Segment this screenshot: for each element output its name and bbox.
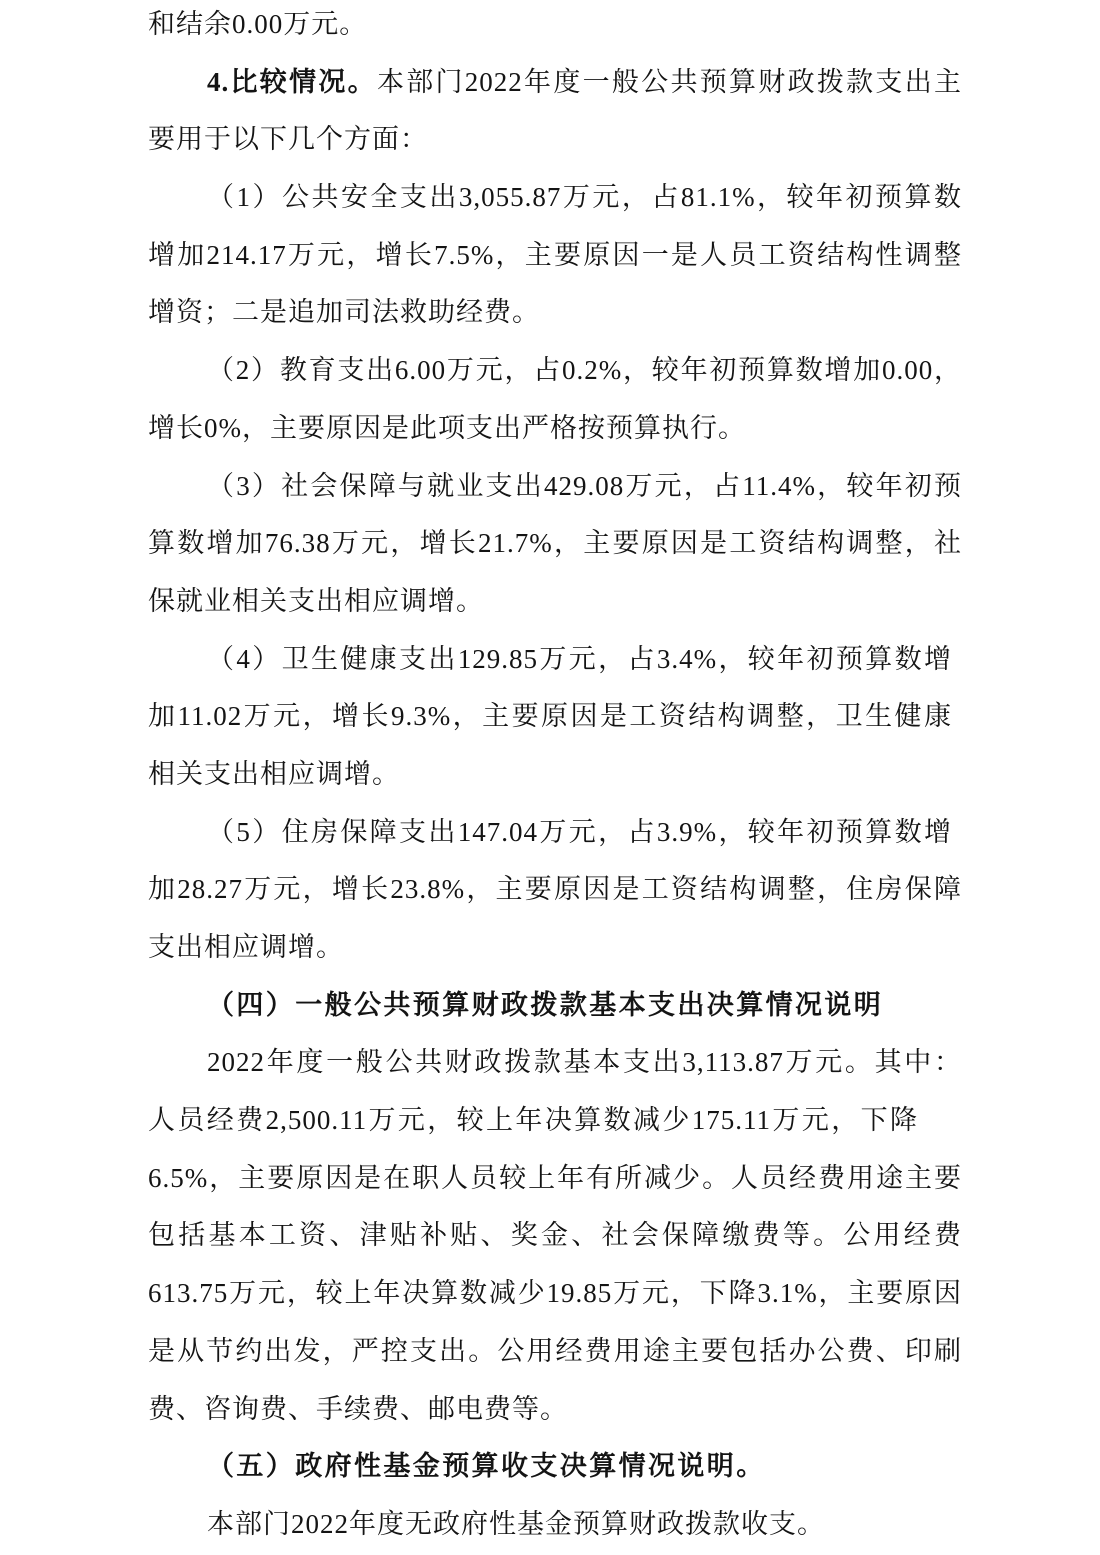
paragraph-line: 人员经费2,500.11万元，较上年决算数减少175.11万元，下降 [148,1105,918,1136]
paragraph-item-1 [148,169,962,342]
paragraph-carryover [148,0,962,54]
paragraph-item-3 [148,458,962,631]
paragraph-item-5 [148,804,962,977]
paragraph-line: （3）社会保障与就业支出429.08万元，占11.4%，较年初预 [207,470,962,501]
section-heading-4 [148,977,962,1035]
paragraph-line: 6.5%，主要原因是在职人员较上年有所减少。人员经费用途主要 [148,1162,962,1193]
paragraph-line: 增加214.17万元，增长7.5%，主要原因一是人员工资结构性调整 [148,239,962,270]
comparison-heading: 4.比较情况。 [207,66,377,97]
paragraph-item-4 [148,631,962,804]
paragraph-line: 和结余0.00万元。 [148,9,368,39]
paragraph-line [207,54,962,112]
paragraph-line: 本部门2022年度无政府性基金预算财政拨款收支。 [207,1508,825,1539]
paragraph-line: 增资；二是追加司法救助经费。 [148,297,540,328]
paragraph-line: 加11.02万元，增长9.3%，主要原因是工资结构调整，卫生健康 [148,701,952,732]
paragraph-line: （4）卫生健康支出129.85万元，占3.4%，较年初预算数增 [207,643,952,674]
paragraph-line: 2022年度一般公共财政拨款基本支出3,113.87万元。其中： [207,1047,962,1078]
paragraph-line: 是从节约出发，严控支出。公用经费用途主要包括办公费、印刷 [148,1335,962,1366]
text-column [148,0,962,1554]
paragraph-line: 包括基本工资、津贴补贴、奖金、社会保障缴费等。公用经费 [148,1220,962,1251]
paragraph-comparison [148,54,962,169]
paragraph-line: （2）教育支出6.00万元，占0.2%，较年初预算数增加0.00， [207,355,962,386]
paragraph-line: 613.75万元，较上年决算数减少19.85万元，下降3.1%，主要原因 [148,1278,962,1309]
paragraph-section-4 [148,1034,962,1438]
paragraph-line: 要用于以下几个方面： [148,124,428,155]
paragraph-line: 相关支出相应调增。 [148,758,400,789]
paragraph-line: 增长0%，主要原因是此项支出严格按预算执行。 [148,412,746,443]
paragraph-line: 加28.27万元，增长23.8%，主要原因是工资结构调整，住房保障 [148,874,962,905]
comparison-lead-text: 本部门2022年度一般公共预算财政拨款支出主 [376,66,962,97]
section-title: （四）一般公共预算财政拨款基本支出决算情况说明 [207,989,884,1020]
paragraph-line: （1）公共安全支出3,055.87万元，占81.1%，较年初预算数 [207,182,962,213]
paragraph-line: 算数增加76.38万元，增长21.7%，主要原因是工资结构调整，社 [148,528,962,559]
paragraph-section-5 [148,1496,962,1554]
paragraph-line: 费、咨询费、手续费、邮电费等。 [148,1393,568,1424]
paragraph-line: 支出相应调增。 [148,932,344,962]
paragraph-line: （5）住房保障支出147.04万元，占3.9%，较年初预算数增 [207,816,952,847]
section-heading-5 [148,1438,962,1496]
paragraph-line: 保就业相关支出相应调增。 [148,585,484,616]
section-title: （五）政府性基金预算收支决算情况说明。 [207,1451,766,1482]
paragraph-item-2 [148,342,962,457]
